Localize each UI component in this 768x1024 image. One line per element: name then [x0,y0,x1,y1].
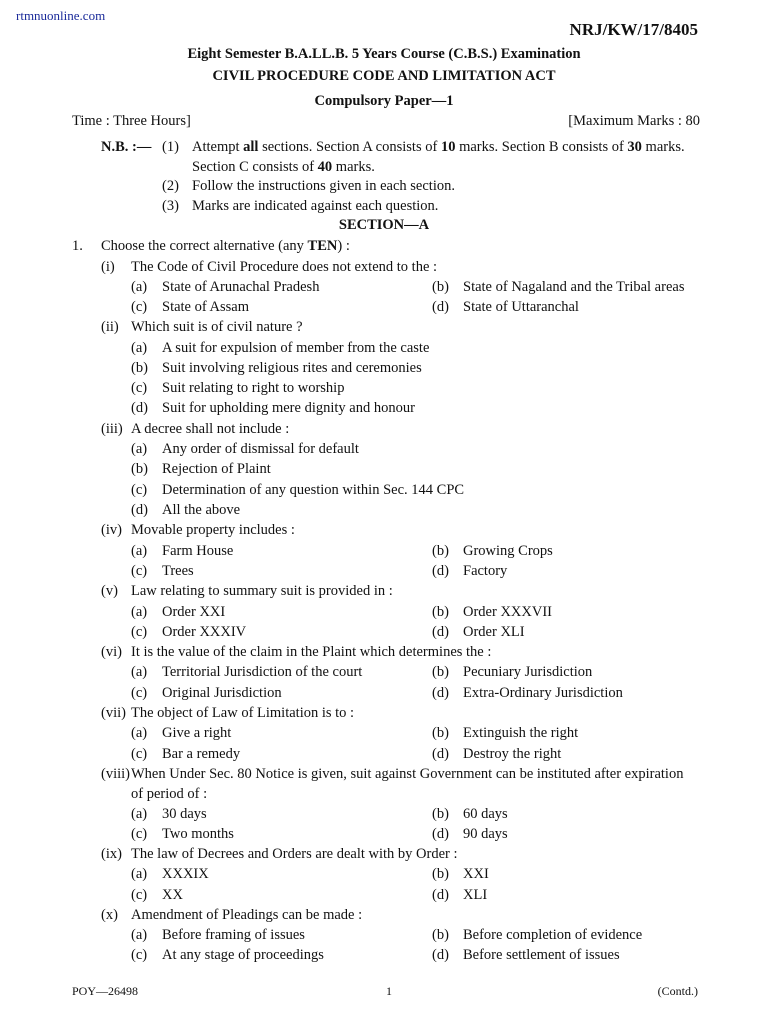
option-label: (c) [131,563,148,579]
option-label: (d) [432,826,449,842]
option-label: (d) [432,746,449,762]
option-text: XX [162,887,183,903]
option-label: (c) [131,624,148,640]
option-label: (c) [131,746,148,762]
sub-question-text: Which suit is of civil nature ? [131,319,303,335]
sub-question-text: Law relating to summary suit is provided in : [131,583,393,599]
option-text: Order XXI [162,604,226,620]
option-label: (b) [432,866,449,882]
sub-question-text: Movable property includes : [131,522,295,538]
sub-question-text: The Code of Civil Procedure does not extend to the : [131,259,438,275]
option-text: Factory [463,563,508,579]
option-text: Growing Crops [463,543,553,559]
page-number: 1 [386,984,392,998]
sub-question-text: A decree shall not include : [131,421,290,437]
subject-title: CIVIL PROCEDURE CODE AND LIMITATION ACT [212,68,556,84]
option-label: (b) [432,927,449,943]
nb-1-num: (1) [162,139,179,155]
option-label: (a) [131,806,148,822]
option-label: (d) [131,502,148,518]
time-label: Time : Three Hours] [72,113,191,129]
option-text: Bar a remedy [162,746,241,762]
option-text: Before settlement of issues [463,947,620,963]
option-text: Suit relating to right to worship [162,380,345,396]
option-text: Give a right [162,725,232,741]
nb-3-num: (3) [162,198,179,214]
sub-question-num: (x) [101,907,118,923]
option-text: XXXIX [162,866,209,882]
sub-question-num: (v) [101,583,118,599]
option-label: (a) [131,866,148,882]
option-text: Farm House [162,543,234,559]
option-text: State of Arunachal Pradesh [162,279,320,295]
sub-question-text: The object of Law of Limitation is to : [131,705,355,721]
option-text: 30 days [162,806,207,822]
option-label: (a) [131,664,148,680]
option-label: (b) [432,543,449,559]
option-text: State of Assam [162,299,249,315]
option-label: (c) [131,482,148,498]
option-label: (d) [432,563,449,579]
option-text: Two months [162,826,234,842]
site-watermark: rtmnuonline.com [16,8,106,23]
option-text: Any order of dismissal for default [162,441,359,457]
paper-name: Compulsory Paper—1 [314,93,454,109]
option-label: (c) [131,299,148,315]
sub-question-num: (i) [101,259,115,275]
option-label: (a) [131,543,148,559]
option-label: (d) [432,685,449,701]
option-label: (a) [131,340,148,356]
option-label: (b) [432,664,449,680]
max-marks: [Maximum Marks : 80 [568,113,700,129]
option-label: (a) [131,441,148,457]
option-label: (b) [432,725,449,741]
option-text: XLI [463,887,488,903]
option-text: Order XXXIV [162,624,247,640]
sub-question-num: (ix) [101,846,122,862]
option-text: XXI [463,866,489,882]
footer-code: POY—26498 [72,984,139,998]
option-text: State of Nagaland and the Tribal areas [463,279,685,295]
option-text: Before framing of issues [162,927,305,943]
option-label: (d) [432,887,449,903]
option-label: (d) [432,947,449,963]
sub-question-text-cont: of period of : [131,786,208,802]
sub-question-num: (viii) [101,766,130,782]
sub-question-text: It is the value of the claim in the Plaint which determines the : [131,644,492,660]
option-text: At any stage of proceedings [162,947,324,963]
sub-question-num: (vii) [101,705,126,721]
option-text: Destroy the right [463,746,562,762]
option-label: (c) [131,826,148,842]
option-text: Suit involving religious rites and ceremonies [162,360,422,376]
sub-question-num: (iv) [101,522,122,538]
option-text: Extra-Ordinary Jurisdiction [463,685,623,701]
nb-label: N.B. :— [101,139,152,155]
option-text: Rejection of Plaint [162,461,271,477]
option-text: Suit for upholding mere dignity and honour [162,400,415,416]
option-text: 90 days [463,826,508,842]
section-heading: SECTION—A [338,217,430,233]
option-label: (d) [432,624,449,640]
option-text: Determination of any question within Sec. 144 CPC [162,482,465,498]
sub-question-num: (iii) [101,421,123,437]
option-text: Order XXXVII [463,604,552,620]
option-text: Territorial Jurisdiction of the court [162,664,363,680]
option-text: Trees [162,563,194,579]
option-label: (d) [432,299,449,315]
option-label: (c) [131,685,148,701]
option-label: (b) [131,360,148,376]
sub-question-text: When Under Sec. 80 Notice is given, suit against Government can be instituted after expiration [131,766,684,782]
option-text: 60 days [463,806,508,822]
paper-code: NRJ/KW/17/8405 [569,20,698,39]
option-label: (b) [432,604,449,620]
option-label: (b) [432,279,449,295]
option-label: (a) [131,279,148,295]
option-label: (c) [131,947,148,963]
question-number: 1. [72,238,83,254]
option-text: Extinguish the right [463,725,579,741]
option-label: (c) [131,887,148,903]
option-text: State of Uttaranchal [463,299,579,315]
option-label: (a) [131,725,148,741]
question-text: Choose the correct alternative (any TEN) : [101,238,350,254]
sub-question-num: (ii) [101,319,119,335]
sub-question-text: The law of Decrees and Orders are dealt with by Order : [131,846,458,862]
footer-contd: (Contd.) [657,984,698,998]
nb-2-text: Follow the instructions given in each section. [192,178,455,194]
option-label: (a) [131,927,148,943]
nb-1-line1: Attempt all sections. Section A consists of 10 marks. Section B consists of 30 marks. [192,139,685,155]
option-label: (a) [131,604,148,620]
option-text: A suit for expulsion of member from the caste [162,340,430,356]
nb-3-text: Marks are indicated against each question. [192,198,439,214]
option-text: All the above [162,502,241,518]
option-label: (b) [131,461,148,477]
option-text: Order XLI [463,624,525,640]
option-text: Before completion of evidence [463,927,643,943]
sub-question-text: Amendment of Pleadings can be made : [131,907,363,923]
nb-2-num: (2) [162,178,179,194]
exam-title: Eight Semester B.A.LL.B. 5 Years Course (C.B.S.) Examination [187,46,581,62]
option-label: (c) [131,380,148,396]
option-text: Original Jurisdiction [162,685,282,701]
option-label: (b) [432,806,449,822]
sub-question-num: (vi) [101,644,122,660]
option-text: Pecuniary Jurisdiction [463,664,593,680]
nb-1-line2: Section C consists of 40 marks. [192,159,375,175]
option-label: (d) [131,400,148,416]
